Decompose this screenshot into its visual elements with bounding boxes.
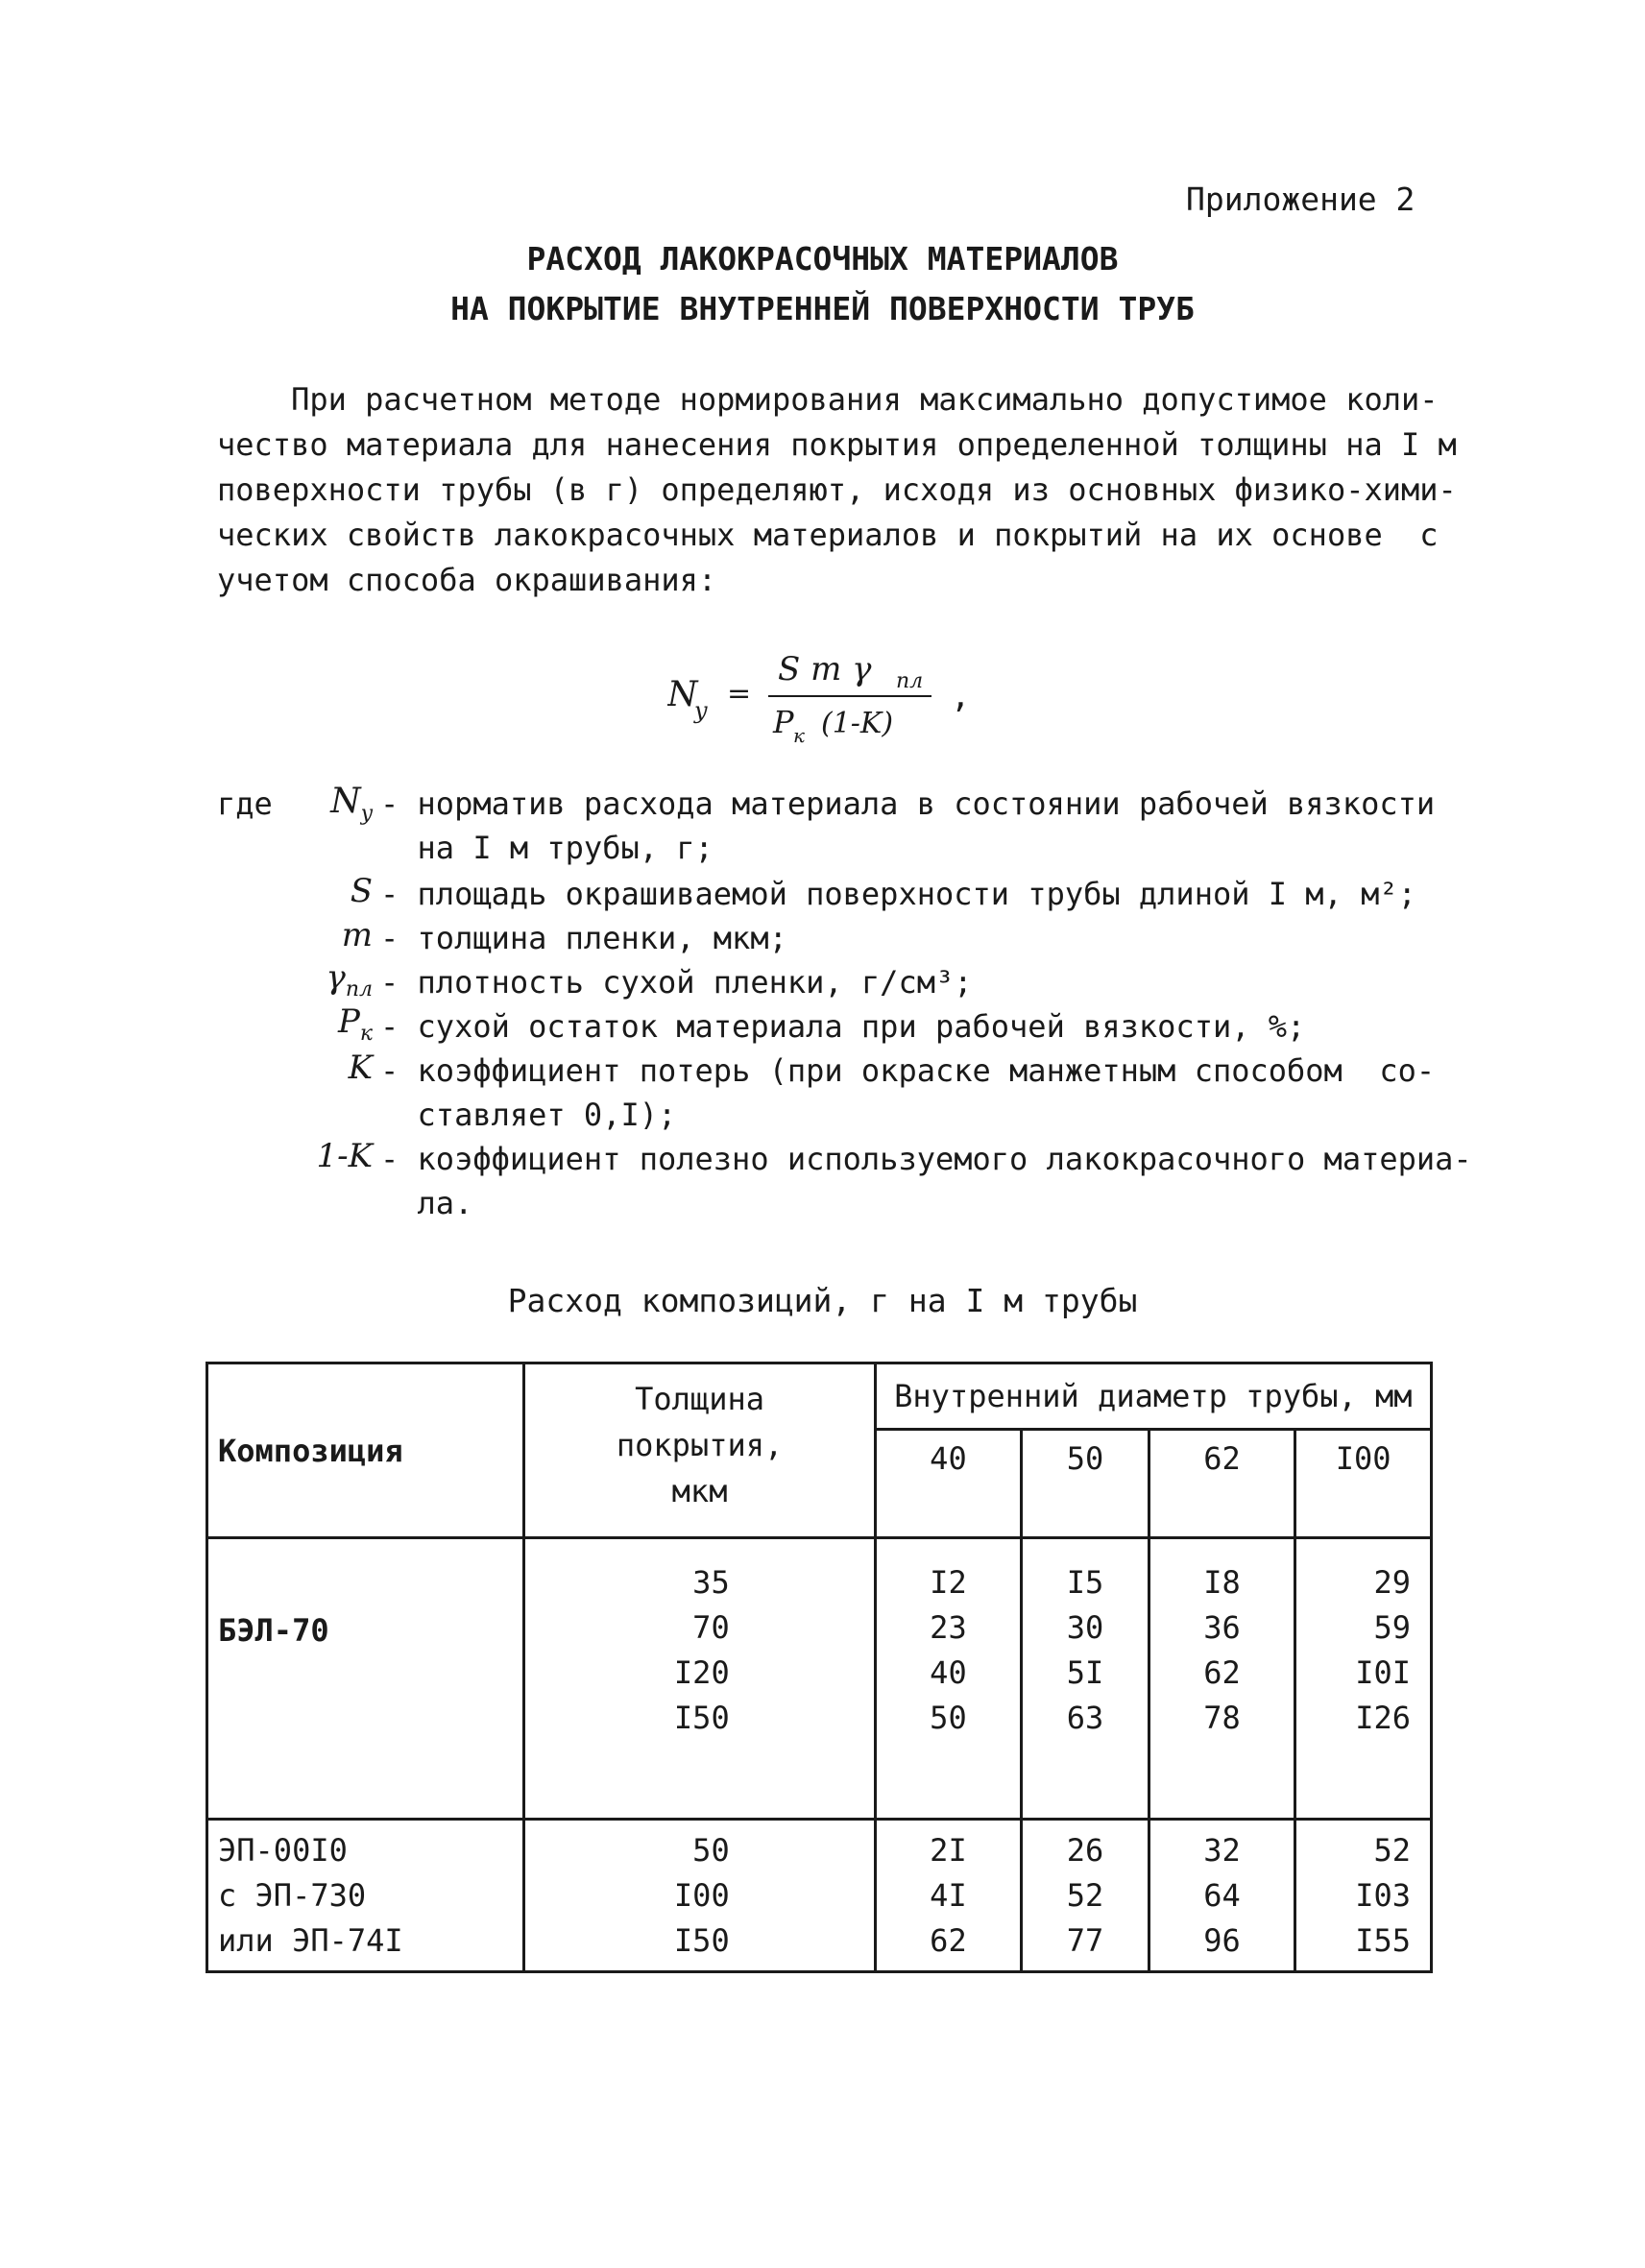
formula-denominator-sub: к: [793, 724, 805, 747]
intro-line: учетом способа окрашивания:: [217, 562, 717, 598]
formula-equals: =: [727, 677, 752, 711]
def-symbol: $P_к$: [337, 1002, 373, 1046]
group-d62: I8 36 62 78: [1149, 1538, 1294, 1820]
def-symbol: S: [350, 872, 373, 910]
def-text: ставляет 0,I);: [380, 1097, 677, 1133]
group-d40: I2 23 40 50: [875, 1538, 1021, 1820]
header-thickness: Толщина покрытия, мкм: [524, 1363, 875, 1538]
def-symbol: K: [348, 1049, 373, 1087]
where-word: где: [217, 785, 273, 822]
group-thickness: 50 I00 I50: [524, 1820, 875, 1972]
group-d62: 32 64 96: [1149, 1820, 1294, 1972]
title-line-1: РАСХОД ЛАКОКРАСОЧНЫХ МАТЕРИАЛОВ: [526, 240, 1119, 277]
def-symbol: $N_y$: [330, 782, 373, 827]
def-text: на I м трубы, г;: [380, 830, 714, 866]
group-d100: 52 I03 I55: [1295, 1820, 1432, 1972]
header-composition: Композиция: [207, 1363, 524, 1538]
consumption-table: [206, 1362, 1433, 1973]
table-row: [207, 1820, 1432, 1972]
def-text: ла.: [380, 1185, 473, 1221]
formula-denominator: P: [773, 704, 794, 740]
group-composition: ЭП-00I0 с ЭП-730 или ЭП-74I: [207, 1820, 524, 1972]
group-composition: БЭЛ-70: [207, 1538, 524, 1820]
title-line-2: НА ПОКРЫТИЕ ВНУТРЕННЕЙ ПОВЕРХНОСТИ ТРУБ: [450, 290, 1195, 327]
formula-denominator-rest: (1-K): [821, 707, 894, 740]
def-text: - площадь окрашиваемой поверхности трубы длиной I м, м²;: [380, 876, 1416, 912]
group-d100: 29 59 I0I I26: [1295, 1538, 1432, 1820]
def-text: - толщина пленки, мкм;: [380, 920, 787, 956]
header-diameter-40: 40: [875, 1430, 1021, 1538]
header-diameter: Внутренний диаметр трубы, мм: [875, 1363, 1431, 1430]
table-row: [207, 1538, 1432, 1820]
group-thickness: 35 70 I20 I50: [524, 1538, 875, 1820]
formula-numerator: S m γ: [778, 650, 872, 688]
intro-line: поверхности трубы (в г) определяют, исходя из основных физико-хими-: [217, 471, 1457, 508]
header-diameter-62: 62: [1149, 1430, 1294, 1538]
formula-lhs-sub: y: [694, 697, 708, 724]
def-symbol: 1-K: [316, 1137, 373, 1175]
def-text: - коэффициент потерь (при окраске манжетным способом со-: [380, 1052, 1436, 1089]
formula-numerator-sub: пл: [896, 669, 924, 693]
def-text: - сухой остаток материала при рабочей вязкости, %;: [380, 1008, 1306, 1045]
table-caption: Расход композиций, г на I м трубы: [507, 1282, 1138, 1319]
header-diameter-100: I00: [1295, 1430, 1432, 1538]
group-d50: 26 52 77: [1022, 1820, 1149, 1972]
group-d50: I5 30 5I 63: [1022, 1538, 1149, 1820]
intro-paragraph: [217, 377, 1456, 603]
group-d40: 2I 4I 62: [875, 1820, 1021, 1972]
header-diameter-50: 50: [1022, 1430, 1149, 1538]
def-text: - плотность сухой пленки, г/см³;: [380, 964, 973, 1001]
table-header-row: [207, 1363, 1432, 1430]
intro-line: При расчетном методе нормирования максимально допустимое коли-: [217, 381, 1439, 418]
def-symbol: m: [341, 916, 373, 954]
def-text: - коэффициент полезно используемого лакокрасочного материа-: [380, 1141, 1472, 1177]
formula-lhs: N: [667, 675, 698, 714]
intro-line: ческих свойств лакокрасочных материалов и покрытий на их основе с: [217, 517, 1439, 553]
appendix-label: Приложение 2: [1186, 181, 1415, 218]
formula-trailing-comma: ,: [951, 677, 971, 715]
def-text: - норматив расхода материала в состоянии рабочей вязкости: [380, 785, 1436, 822]
intro-line: чество материала для нанесения покрытия определенной толщины на I м: [217, 426, 1457, 463]
def-symbol: $\gamma_{пл}$: [326, 958, 373, 1001]
